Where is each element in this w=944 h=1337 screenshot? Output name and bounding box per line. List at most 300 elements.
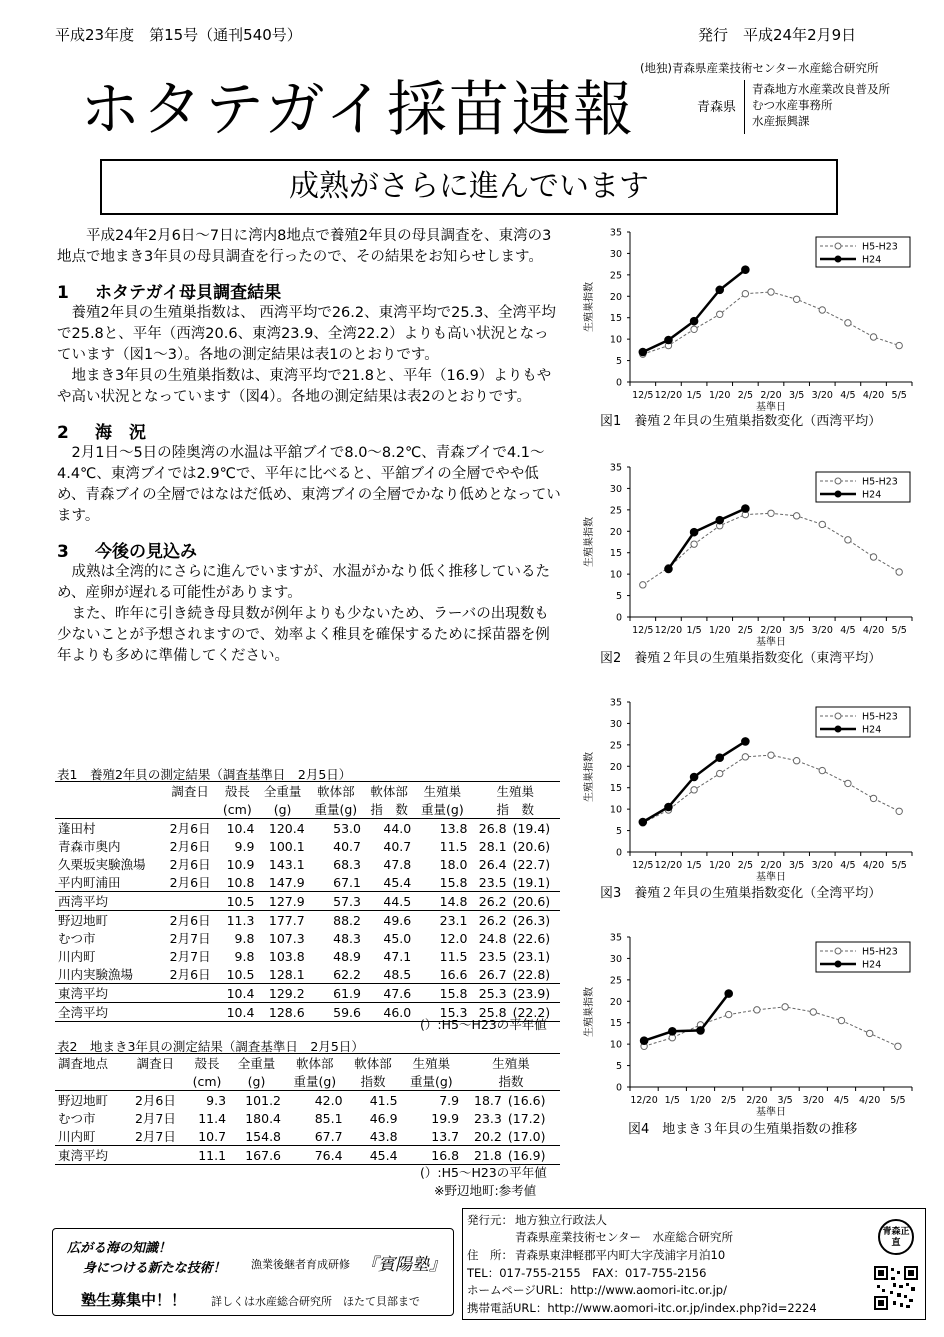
table-cell	[163, 984, 217, 1003]
section-number: 2	[57, 423, 69, 443]
data-point-normal	[838, 1017, 844, 1023]
table-cell: 167.6	[229, 1146, 284, 1165]
x-tick-label: 12/20	[654, 625, 683, 636]
data-point-normal	[845, 537, 851, 543]
table-cell: 13.7	[431, 1128, 460, 1144]
table-cell: 7.9	[401, 1091, 463, 1110]
y-tick-label: 25	[609, 975, 622, 987]
table-cell: 25.3	[471, 984, 510, 1003]
table-cell: 47.1	[383, 948, 412, 964]
table-cell: 25.8	[471, 1003, 510, 1022]
table-cell: 23.3	[474, 1110, 502, 1126]
legend-entry: H5-H23	[862, 711, 898, 723]
data-point-h24	[665, 565, 673, 573]
series-line-h24	[644, 994, 729, 1041]
data-point-h24	[742, 505, 750, 513]
table-header-cell: 軟体部	[346, 1054, 401, 1073]
section-title: 海 況	[95, 423, 146, 443]
x-tick-label: 4/20	[862, 860, 885, 871]
org-item: むつ水産事務所	[752, 98, 833, 112]
table-header-cell: 生殖巣	[414, 782, 470, 801]
legend-entry: H24	[862, 724, 882, 736]
chart-fig1	[568, 220, 928, 430]
data-point-h24	[725, 990, 733, 998]
x-tick-label: 2/5	[737, 860, 754, 871]
table-cell: 10.5	[226, 966, 255, 982]
table2-note: (）:H5～H23の平年値	[420, 1165, 547, 1180]
table-cell: 2月7日	[169, 931, 211, 946]
data-point-h24	[742, 266, 750, 274]
table-cell: 11.5	[439, 948, 468, 964]
y-axis-label: 生殖巣指数	[584, 987, 595, 1037]
table-cell: 10.8	[226, 874, 255, 890]
section-title: ホタテガイ母貝調査結果	[95, 283, 282, 303]
table-header-cell	[55, 800, 163, 819]
data-point-normal	[870, 795, 876, 801]
table-cell: むつ市	[58, 931, 96, 946]
x-tick-label: 2/5	[737, 390, 754, 401]
y-tick-label: 15	[609, 548, 622, 560]
x-tick-label: 4/5	[840, 860, 856, 871]
table-cell: 20.2	[474, 1128, 502, 1144]
x-tick-label: 2/20	[760, 860, 782, 871]
table-cell: 23.5	[478, 874, 507, 890]
table-cell: 2月7日	[169, 949, 211, 964]
table-cell: (20.6)	[510, 892, 560, 911]
table-header-row	[55, 1054, 560, 1073]
table-cell: (26.3)	[510, 911, 560, 930]
y-tick-label: 10	[609, 569, 622, 581]
y-tick-label: 20	[609, 761, 622, 773]
data-point-normal	[726, 1011, 732, 1017]
table-cell: 24.8	[478, 930, 507, 946]
section-number: 1	[57, 283, 69, 303]
issue-date: 発行 平成24年2月9日	[698, 26, 857, 44]
table-cell	[163, 892, 217, 911]
table1	[55, 781, 560, 1022]
table-cell: 野辺地町	[55, 911, 163, 930]
table-row	[55, 965, 560, 984]
x-tick-label: 1/5	[686, 390, 702, 401]
table-cell: 21.8	[462, 1146, 505, 1165]
table-cell: 154.8	[245, 1128, 282, 1144]
x-tick-label: 12/20	[654, 860, 683, 871]
table-cell: 68.3	[333, 856, 361, 872]
org-item: 水産振興課	[752, 114, 810, 128]
footer-address-label: 住 所：	[467, 1248, 513, 1262]
footer-tel: TEL：017-755-2155 FAX：017-755-2156	[467, 1266, 707, 1280]
chart-fig2	[568, 455, 928, 665]
table-header-cell	[163, 800, 217, 819]
footer-issuer2: 青森県産業技術センター 水産総合研究所	[515, 1230, 734, 1244]
section-paragraph: 地まき3年貝の生殖巣指数は、東湾平均で21.8と、平年（16.9）よりもやや高い状況となっています（図4）。各地の測定結果は表2のとおりです。	[57, 368, 552, 405]
table-header-cell: 調査日	[163, 782, 217, 801]
table-header-cell: 殻長	[217, 782, 257, 801]
table-header-cell: 重量(g)	[414, 800, 470, 819]
subtitle-box	[100, 159, 838, 215]
data-point-h24	[716, 286, 724, 294]
data-point-h24	[690, 317, 698, 325]
data-point-h24	[716, 516, 724, 524]
series-line-h24	[668, 509, 745, 569]
table-cell: 11.3	[217, 911, 257, 930]
table-cell: 2月6日	[169, 967, 211, 982]
org-divider	[744, 80, 745, 134]
chart-caption-fig4: 図4 地まき３年貝の生殖巣指数の推移	[628, 1122, 858, 1137]
y-tick-label: 35	[609, 227, 622, 239]
intro-paragraph: 平成24年2月6日～7日に湾内8地点で養殖2年貝の母貝調査を、東湾の3地点で地まき3年貝の母貝調査を行ったので、その結果をお知らせします。	[57, 228, 552, 265]
table-header-cell: 調査日	[126, 1054, 185, 1073]
ad-box	[52, 1228, 454, 1316]
footer-mobile-link[interactable]: 携帯電話URL：http://www.aomori-itc.or.jp/index.php?id=2224	[467, 1301, 817, 1315]
table-header-cell: (g)	[257, 800, 307, 819]
y-tick-label: 0	[615, 377, 622, 389]
section-title: 今後の見込み	[95, 542, 197, 562]
qr-code-icon[interactable]	[873, 1265, 919, 1311]
table-cell: (23.1)	[512, 948, 551, 964]
table-row	[55, 892, 560, 911]
table-header-cell: (g)	[229, 1072, 284, 1091]
section-paragraph: 2月1日～5日の陸奥湾の水温は平舘ブイで8.0～8.2℃、青森ブイで4.1～4.4℃、東湾ブイでは2.9℃で、平年に比べると、平舘ブイの全層でやや低め、青森ブイの全層ではなはだ低め、東湾ブイの全層でかなり低めとなっています。	[57, 445, 561, 524]
table-cell: 85.1	[314, 1110, 343, 1126]
table-cell: 2月6日	[169, 857, 211, 872]
table-cell: (22.7)	[512, 856, 551, 872]
x-axis-label: 基準日	[756, 872, 786, 883]
table-cell: (23.9)	[510, 984, 560, 1003]
org-prefecture: 青森県	[697, 100, 737, 115]
table-cell: 143.1	[268, 856, 305, 872]
table-cell: 53.0	[308, 819, 364, 838]
table-cell: 57.3	[308, 892, 364, 911]
y-tick-label: 5	[615, 591, 622, 603]
table-cell: 10.4	[217, 1003, 257, 1022]
data-point-normal	[742, 754, 748, 760]
table-cell: 2月6日	[163, 911, 217, 930]
series-line-h24	[643, 741, 746, 822]
table-cell: 16.8	[401, 1146, 463, 1165]
table-cell: 10.7	[198, 1128, 227, 1144]
table-header-cell: 調査地点	[55, 1054, 126, 1073]
table-cell: (17.2)	[507, 1110, 546, 1126]
table-cell: 28.1	[478, 838, 507, 854]
table-header-row	[55, 800, 560, 819]
table-cell: 61.9	[308, 984, 364, 1003]
series-line-normal	[643, 755, 899, 823]
table-cell	[163, 1003, 217, 1022]
table1-caption: 表1 養殖2年貝の測定結果（調査基準日 2月5日）	[57, 767, 352, 782]
table-cell: 47.6	[364, 984, 414, 1003]
data-point-normal	[691, 541, 697, 547]
chart-fig4	[568, 925, 928, 1135]
data-point-h24	[669, 1027, 677, 1035]
table-header-cell: 指 数	[471, 800, 561, 819]
x-tick-label: 2/5	[721, 1095, 737, 1106]
legend-entry: H5-H23	[862, 946, 898, 958]
table-cell: 49.6	[364, 911, 414, 930]
table-cell: 15.8	[439, 874, 468, 890]
table-cell: (17.0)	[507, 1128, 546, 1144]
x-tick-label: 3/5	[788, 860, 805, 871]
x-tick-label: 1/5	[686, 860, 702, 871]
table-row	[55, 947, 560, 965]
chart-caption-fig1: 図1 養殖２年貝の生殖巣指数変化（西湾平均）	[600, 414, 882, 429]
table-header-cell: 重量(g)	[401, 1072, 463, 1091]
table-cell: 2月7日	[134, 1111, 176, 1126]
table-cell: 全湾平均	[55, 1003, 163, 1022]
data-point-normal	[896, 569, 902, 575]
table-cell: (19.4)	[510, 819, 560, 838]
table-cell: 野辺地町	[55, 1091, 126, 1110]
table-cell: 川内町	[58, 949, 96, 964]
table-cell: 177.7	[257, 911, 307, 930]
table-row	[55, 1091, 560, 1110]
data-point-normal	[640, 582, 646, 588]
y-tick-label: 30	[609, 953, 622, 965]
section-paragraph: 成熟は全湾的にさらに進んでいますが、水温がかなり低く推移しているため、産卵が遅れる可能性があります。	[57, 564, 550, 601]
table-cell: 67.7	[314, 1128, 343, 1144]
x-tick-label: 2/5	[737, 625, 754, 636]
table-row	[55, 873, 560, 892]
table-cell: 26.4	[478, 856, 507, 872]
x-tick-label: 4/20	[862, 625, 885, 636]
data-point-normal	[691, 326, 697, 332]
x-tick-label: 12/5	[632, 390, 654, 401]
data-point-normal	[896, 342, 902, 348]
x-tick-label: 2/20	[746, 1095, 768, 1106]
table-cell: 45.0	[383, 930, 412, 946]
y-tick-label: 0	[615, 847, 622, 859]
table-cell: 23.5	[478, 948, 507, 964]
table-cell: 15.8	[414, 984, 470, 1003]
x-tick-label: 4/5	[833, 1095, 850, 1106]
org-main: (地独)青森県産業技術センター水産総合研究所	[640, 61, 879, 75]
y-axis-label: 生殖巣指数	[584, 752, 595, 802]
table-cell: (22.6)	[512, 930, 551, 946]
x-tick-label: 4/20	[862, 390, 885, 401]
table-cell: 10.4	[217, 819, 257, 838]
table-header-cell: 生殖巣	[471, 782, 561, 801]
data-point-normal	[793, 513, 799, 519]
table-cell: 11.5	[439, 838, 468, 854]
table-cell: 川内実験漁場	[58, 967, 134, 982]
table-header-cell: 軟体部	[308, 782, 364, 801]
chart-caption-fig3: 図3 養殖２年貝の生殖巣指数変化（全湾平均）	[600, 886, 882, 901]
table-cell	[126, 1146, 185, 1165]
table-row	[55, 855, 560, 873]
data-point-normal	[870, 554, 876, 560]
table-cell: 9.9	[234, 838, 255, 854]
ad-line1: 広がる海の知識！	[67, 1241, 172, 1256]
x-tick-label: 2/20	[760, 390, 782, 401]
x-tick-label: 2/20	[760, 625, 782, 636]
data-point-normal	[768, 752, 774, 758]
data-point-normal	[717, 770, 723, 776]
table-header-cell: 殻長	[185, 1054, 229, 1073]
table-cell: 2月6日	[126, 1091, 185, 1110]
y-tick-label: 0	[615, 612, 622, 624]
table-cell: 147.9	[268, 874, 305, 890]
chart-fig3	[568, 690, 928, 900]
table-cell: 2月7日	[134, 1129, 176, 1144]
table-row	[55, 819, 560, 838]
table-cell: 100.1	[268, 838, 305, 854]
table-cell: 蓬田村	[55, 819, 163, 838]
data-point-h24	[665, 336, 673, 344]
table-row	[55, 929, 560, 947]
table-cell: (20.6)	[512, 838, 551, 854]
table-cell: 9.8	[234, 930, 255, 946]
data-point-normal	[782, 1004, 788, 1010]
table-cell: (22.8)	[512, 966, 551, 982]
data-point-normal	[810, 1009, 816, 1015]
table-header-row	[55, 1072, 560, 1091]
table-cell: 14.8	[414, 892, 470, 911]
y-tick-label: 30	[609, 483, 622, 495]
table-cell: 62.2	[333, 966, 361, 982]
y-tick-label: 30	[609, 718, 622, 730]
data-point-h24	[665, 803, 673, 811]
table-cell: 18.0	[439, 856, 468, 872]
table-cell: 59.6	[308, 1003, 364, 1022]
data-point-h24	[639, 348, 647, 356]
y-tick-label: 15	[609, 1018, 622, 1030]
table-cell: 西湾平均	[55, 892, 163, 911]
x-tick-label: 3/20	[811, 390, 833, 401]
data-point-normal	[768, 510, 774, 516]
data-point-h24	[690, 773, 698, 781]
legend-entry: H24	[862, 254, 882, 266]
y-tick-label: 25	[609, 270, 622, 282]
table-row	[55, 911, 560, 930]
table-cell: 26.2	[471, 892, 510, 911]
table-cell: 青森市奥内	[58, 839, 121, 854]
data-point-normal	[793, 296, 799, 302]
data-point-normal	[717, 311, 723, 317]
table-header-cell: 軟体部	[284, 1054, 346, 1073]
x-tick-label: 3/5	[788, 625, 805, 636]
y-tick-label: 35	[609, 697, 622, 709]
footer-issuer1: 地方独立行政法人	[515, 1213, 607, 1227]
table-cell: 15.3	[414, 1003, 470, 1022]
data-point-normal	[819, 767, 825, 773]
org-item: 青森地方水産業改良普及所	[752, 82, 890, 96]
table-cell: 128.1	[268, 966, 305, 982]
x-tick-label: 1/5	[664, 1095, 680, 1106]
x-tick-label: 1/20	[709, 625, 731, 636]
legend-entry: H24	[862, 489, 882, 501]
table-header-cell: 指 数	[364, 800, 414, 819]
series-line-normal	[643, 292, 899, 354]
legend-swatch-marker	[835, 478, 841, 484]
data-point-normal	[793, 758, 799, 764]
ad-contact: 詳しくは水産総合研究所 ほたて貝部まで	[211, 1295, 420, 1308]
table-cell: 40.7	[383, 838, 412, 854]
legend-swatch-marker	[835, 948, 841, 954]
y-tick-label: 25	[609, 505, 622, 517]
table-header-cell: 生殖巣	[401, 1054, 463, 1073]
table-cell: 46.9	[369, 1110, 398, 1126]
data-point-h24	[742, 738, 750, 746]
table-cell: 129.2	[257, 984, 307, 1003]
table-row	[55, 1146, 560, 1165]
table-cell: 44.5	[364, 892, 414, 911]
y-tick-label: 35	[609, 462, 622, 474]
footer-homepage-link[interactable]: ホームページURL：http://www.aomori-itc.or.jp/	[467, 1283, 727, 1297]
footer-address: 青森県東津軽郡平内町大字茂浦字月泊10	[515, 1248, 726, 1262]
page-title: ホタテガイ採苗速報	[80, 75, 635, 145]
table2-note2: ※野辺地町:参考値	[434, 1183, 537, 1198]
x-tick-label: 3/20	[802, 1095, 824, 1106]
x-tick-label: 12/20	[630, 1095, 658, 1106]
x-tick-label: 5/5	[891, 625, 907, 636]
data-point-h24	[697, 1027, 705, 1035]
data-point-normal	[691, 787, 697, 793]
y-tick-label: 10	[609, 804, 622, 816]
x-tick-label: 1/5	[686, 625, 702, 636]
data-point-normal	[742, 291, 748, 297]
table-header-cell: 全重量	[229, 1054, 284, 1073]
section-heading-1	[57, 278, 567, 303]
x-tick-label: 3/20	[811, 860, 833, 871]
table-cell: 120.4	[257, 819, 307, 838]
table1-note: (）:H5～H23の平年値	[420, 1017, 547, 1032]
table-cell: 19.9	[431, 1110, 460, 1126]
table-cell: 2月6日	[169, 839, 211, 854]
data-point-normal	[819, 307, 825, 313]
ad-recruit: 塾生募集中！！	[81, 1291, 187, 1309]
table-cell: 45.4	[383, 874, 412, 890]
data-point-h24	[639, 818, 647, 826]
table-cell: 47.8	[383, 856, 412, 872]
footer-issuer-label: 発行元：	[467, 1213, 513, 1227]
y-tick-label: 0	[615, 1082, 622, 1094]
y-tick-label: 20	[609, 291, 622, 303]
data-point-normal	[870, 334, 876, 340]
y-tick-label: 35	[609, 932, 622, 944]
table-cell: 11.4	[198, 1110, 227, 1126]
table-header-row	[55, 782, 560, 801]
y-tick-label: 5	[615, 356, 622, 368]
table-cell: 41.5	[346, 1091, 401, 1110]
table-cell: 川内町	[58, 1129, 96, 1144]
x-axis-label: 基準日	[756, 402, 786, 413]
table-cell: 東湾平均	[55, 1146, 126, 1165]
table-header-cell	[55, 1072, 126, 1091]
data-point-normal	[768, 289, 774, 295]
table-cell: 42.0	[284, 1091, 346, 1110]
x-tick-label: 12/5	[632, 860, 654, 871]
x-tick-label: 3/5	[777, 1095, 793, 1106]
section-paragraph: 養殖2年貝の生殖巣指数は、 西湾平均で26.2、東湾平均で25.3、全湾平均で25.8と、平年（西湾20.6、東湾23.9、全湾22.2）よりも高い状況となっています（図1～3）。各地の測定結果は表1のとおりです。	[57, 305, 556, 363]
table-cell: 久栗坂実験漁場	[58, 857, 146, 872]
table-cell: 48.9	[333, 948, 361, 964]
table-cell: (16.6)	[505, 1091, 560, 1110]
table-cell: むつ市	[58, 1111, 96, 1126]
table-row	[55, 984, 560, 1003]
x-tick-label: 1/20	[709, 390, 731, 401]
table-cell: 23.1	[414, 911, 470, 930]
table-cell: 48.3	[333, 930, 361, 946]
table-header-cell: 生殖巣	[462, 1054, 560, 1073]
y-axis-label: 生殖巣指数	[584, 517, 595, 567]
table-cell: 128.6	[257, 1003, 307, 1022]
x-tick-label: 5/5	[891, 860, 907, 871]
footer-box	[462, 1208, 926, 1320]
data-point-normal	[895, 1043, 901, 1049]
table-cell: 2月6日	[163, 819, 217, 838]
x-tick-label: 12/5	[632, 625, 654, 636]
main-text	[57, 226, 567, 667]
